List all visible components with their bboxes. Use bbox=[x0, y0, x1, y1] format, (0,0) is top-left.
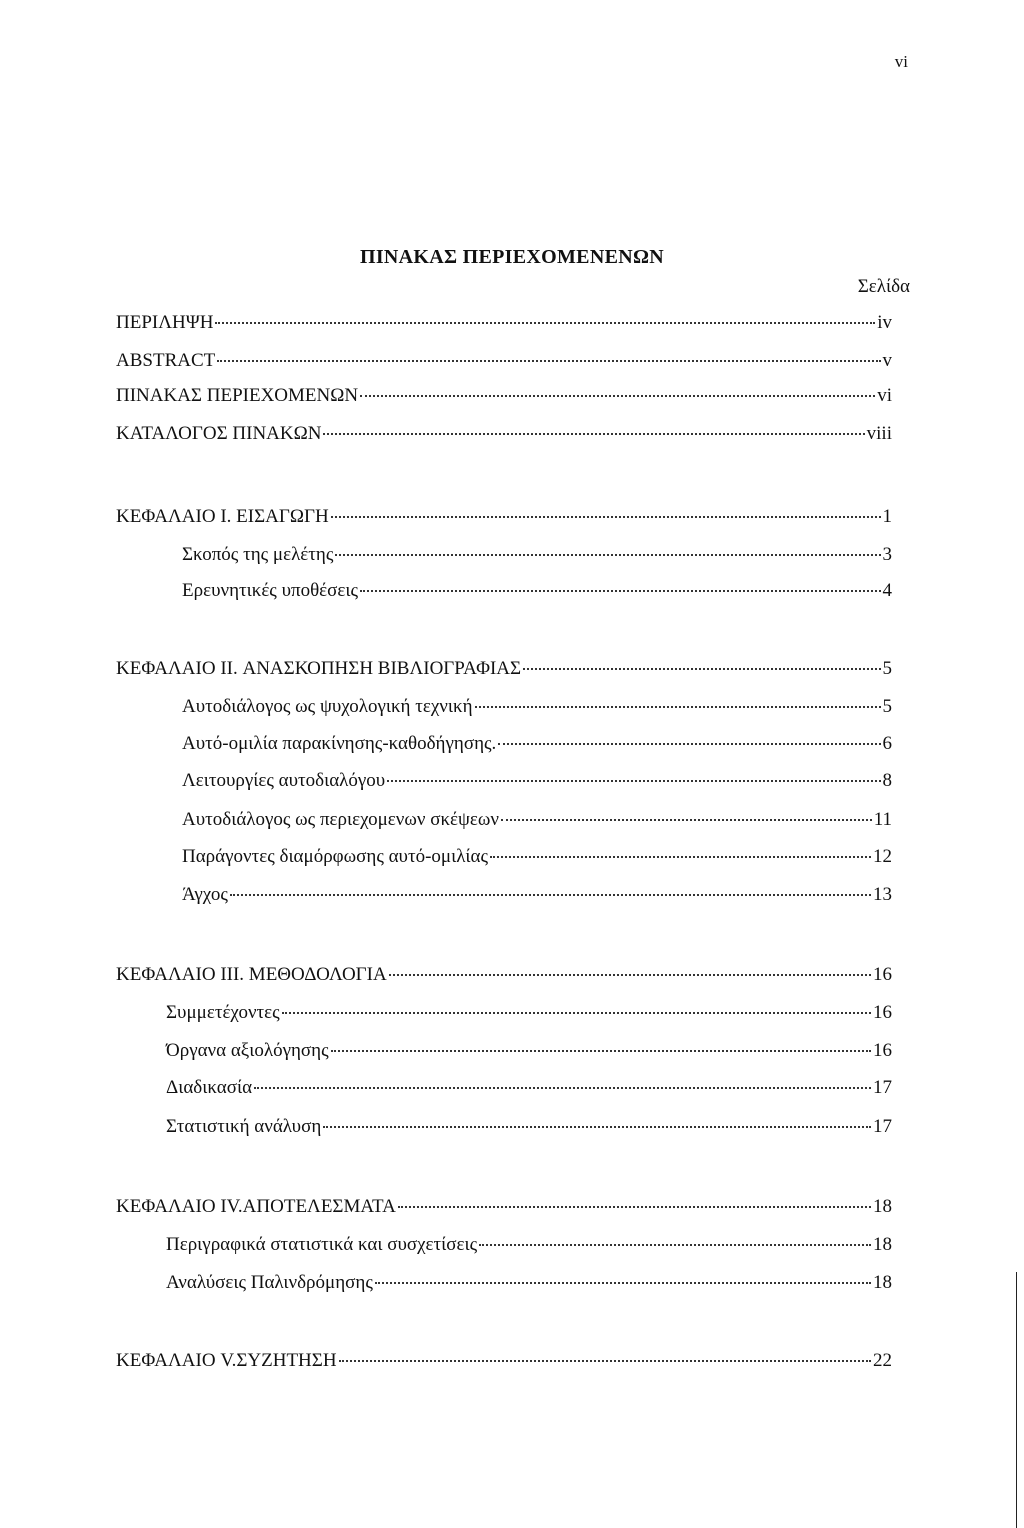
toc-entry-label: Συμμετέχοντες bbox=[166, 1002, 280, 1023]
dot-leader bbox=[398, 1206, 871, 1208]
toc-entry-page: 16 bbox=[873, 964, 892, 985]
toc-entry-page: 17 bbox=[873, 1077, 892, 1098]
toc-entry-label: Στατιστική ανάλυση bbox=[166, 1116, 322, 1137]
toc-entry-label: Παράγοντες διαμόρφωσης αυτό-ομιλίας bbox=[182, 846, 489, 867]
dot-leader bbox=[490, 856, 871, 858]
toc-entry-label: ΠΕΡΙΛΗΨΗ bbox=[116, 312, 214, 333]
toc-entry-page: 13 bbox=[873, 884, 892, 905]
toc-entry-page: 18 bbox=[873, 1234, 892, 1255]
toc-entry-label: Αναλύσεις Παλινδρόμησης bbox=[166, 1272, 373, 1293]
toc-entry-page: 8 bbox=[882, 770, 892, 791]
toc-entry-section bbox=[182, 846, 892, 872]
toc-entry-page: 11 bbox=[873, 809, 892, 830]
toc-entry-label: ΚΕΦΑΛΑΙΟ V.ΣΥΖΗΤΗΣΗ bbox=[116, 1350, 337, 1371]
toc-entry-page: 5 bbox=[882, 696, 892, 717]
toc-entry-label: ABSTRACT bbox=[116, 350, 216, 371]
toc-entry-page: 1 bbox=[882, 506, 892, 527]
toc-entry-page: 16 bbox=[873, 1002, 892, 1023]
dot-leader bbox=[360, 590, 880, 592]
dot-leader bbox=[282, 1012, 871, 1014]
toc-entry-page: 3 bbox=[882, 544, 892, 565]
toc-entry-section bbox=[166, 1272, 892, 1298]
toc-entry-label: ΚΕΦΑΛΑΙΟ II. ΑΝΑΣΚΟΠΗΣΗ ΒΙΒΛΙΟΓΡΑΦΙΑΣ bbox=[116, 658, 522, 679]
dot-leader bbox=[217, 360, 880, 362]
toc-entry-label: ΚΑΤΑΛΟΓΟΣ ΠΙΝΑΚΩΝ bbox=[116, 423, 322, 444]
scan-edge-line bbox=[1016, 1272, 1017, 1528]
toc-entry-page: 4 bbox=[882, 580, 892, 601]
toc-entry-page: 17 bbox=[873, 1116, 892, 1137]
dot-leader bbox=[387, 780, 880, 782]
page-number: vi bbox=[894, 52, 908, 71]
toc-entry-label: ΚΕΦΑΛΑΙΟ III. ΜΕΘΟΔΟΛΟΓΙΑ bbox=[116, 964, 387, 985]
toc-entry-page: 16 bbox=[873, 1040, 892, 1061]
toc-entry-abstract-gr bbox=[116, 312, 892, 338]
dot-leader bbox=[523, 668, 880, 670]
toc-entry-page: viii bbox=[866, 423, 892, 444]
dot-leader bbox=[360, 395, 875, 397]
toc-entry-section bbox=[182, 580, 892, 606]
toc-entry-chapter-5 bbox=[116, 1350, 892, 1376]
toc-entry-tables bbox=[116, 423, 892, 449]
toc-entry-page: 18 bbox=[873, 1272, 892, 1293]
toc-entry-page: 22 bbox=[873, 1350, 892, 1371]
toc-entry-page: v bbox=[882, 350, 892, 371]
toc-entry-contents bbox=[116, 385, 892, 411]
page-column-label: Σελίδα bbox=[857, 276, 910, 297]
toc-entry-label: ΚΕΦΑΛΑΙΟ IV.ΑΠΟΤΕΛΕΣΜΑΤΑ bbox=[116, 1196, 396, 1217]
toc-entry-chapter-1 bbox=[116, 506, 892, 532]
toc-entry-section bbox=[166, 1002, 892, 1028]
dot-leader bbox=[331, 516, 881, 518]
toc-entry-label: ΚΕΦΑΛΑΙΟ I. ΕΙΣΑΓΩΓΗ bbox=[116, 506, 329, 527]
toc-entry-label: Σκοπός της μελέτης bbox=[182, 544, 334, 565]
dot-leader bbox=[230, 894, 871, 896]
toc-entry-section bbox=[166, 1116, 892, 1142]
toc-entry-page: iv bbox=[877, 312, 892, 333]
toc-entry-label: Όργανα αξιολόγησης bbox=[166, 1040, 329, 1061]
toc-entry-chapter-3 bbox=[116, 964, 892, 990]
toc-entry-section bbox=[166, 1077, 892, 1103]
toc-entry-label: Λειτουργίες αυτοδιαλόγου bbox=[182, 770, 386, 791]
toc-entry-abstract-en bbox=[116, 350, 892, 376]
toc-entry-chapter-2 bbox=[116, 658, 892, 684]
toc-entry-section bbox=[166, 1234, 892, 1260]
dot-leader bbox=[331, 1050, 871, 1052]
toc-entry-section bbox=[182, 770, 892, 796]
toc-entry-section bbox=[182, 696, 892, 722]
dot-leader bbox=[335, 554, 880, 556]
toc-entry-section bbox=[182, 544, 892, 570]
toc-entry-label: Αυτό-ομιλία παρακίνησης-καθοδήγησης. bbox=[182, 733, 497, 754]
toc-entry-label: Διαδικασία bbox=[166, 1077, 253, 1098]
toc-entry-label: Αυτοδιάλογος ως περιεχομενων σκέψεων bbox=[182, 809, 499, 830]
toc-entry-label: Περιγραφικά στατιστικά και συσχετίσεις bbox=[166, 1234, 478, 1255]
toc-entry-chapter-4 bbox=[116, 1196, 892, 1222]
toc-entry-page: 18 bbox=[873, 1196, 892, 1217]
toc-entry-section bbox=[182, 733, 892, 759]
toc-entry-page: 12 bbox=[873, 846, 892, 867]
dot-leader bbox=[479, 1244, 871, 1246]
toc-entry-section bbox=[182, 884, 892, 910]
toc-entry-page: 6 bbox=[882, 733, 892, 754]
dot-leader bbox=[389, 974, 871, 976]
dot-leader bbox=[475, 706, 881, 708]
dot-leader bbox=[339, 1360, 871, 1362]
dot-leader bbox=[254, 1087, 871, 1089]
toc-entry-label: ΠΙΝΑΚΑΣ ΠΕΡΙΕΧΟΜΕΝΩΝ bbox=[116, 385, 359, 406]
toc-entry-label: Αυτοδιάλογος ως ψυχολογική τεχνική bbox=[182, 696, 473, 717]
toc-entry-page: 5 bbox=[882, 658, 892, 679]
toc-title: ΠΙΝΑΚΑΣ ΠΕΡΙΕΧΟΜΕΝΕΝΩΝ bbox=[359, 246, 665, 268]
toc-entry-section bbox=[182, 809, 892, 835]
dot-leader bbox=[375, 1282, 871, 1284]
dot-leader bbox=[323, 433, 864, 435]
toc-entry-page: vi bbox=[877, 385, 892, 406]
toc-entry-section bbox=[166, 1040, 892, 1066]
dot-leader bbox=[498, 743, 880, 745]
toc-entry-label: Άγχος bbox=[182, 884, 228, 905]
dot-leader bbox=[501, 819, 872, 821]
dot-leader bbox=[215, 322, 875, 324]
toc-entry-label: Ερευνητικές υποθέσεις bbox=[182, 580, 359, 601]
dot-leader bbox=[323, 1126, 871, 1128]
